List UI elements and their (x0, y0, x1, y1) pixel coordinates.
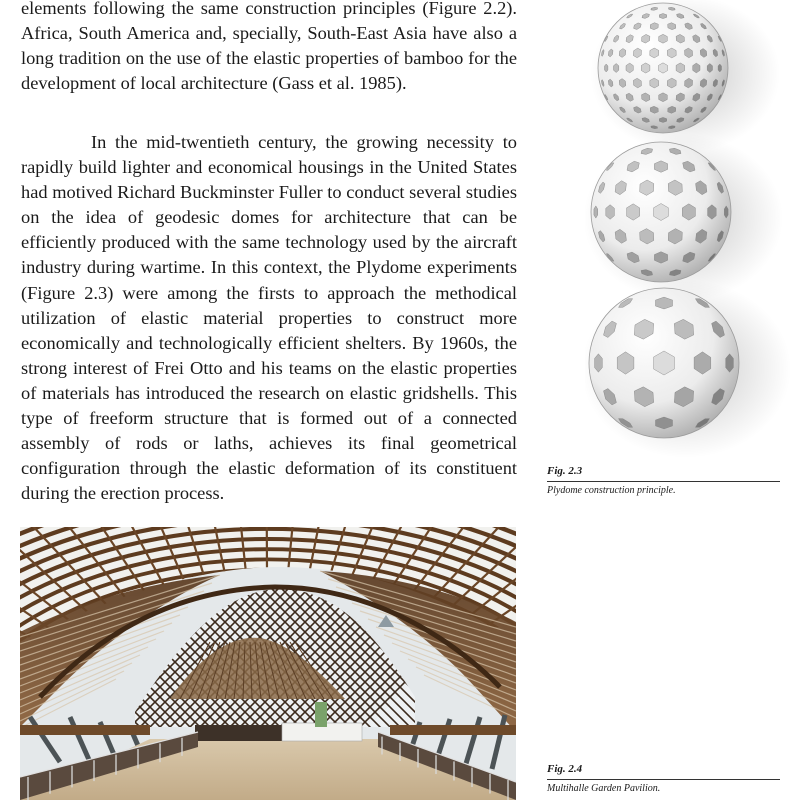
paragraph-1 (21, 0, 517, 96)
figure-2-3-number: Fig. 2.3 (547, 465, 583, 477)
figure-2-4-image (20, 527, 516, 800)
paragraph-1-text: elements following the same construction principles (Figure 2.2). Africa, South America and, specially, South-East Asia have also a long tradition on the use of the elastic properties of bamboo for the development of local architecture (Gass et al. 1985). (21, 0, 517, 94)
figure-2-3-caption (547, 465, 780, 497)
paragraph-2 (21, 130, 517, 506)
sphere-small-holes (590, 0, 780, 153)
figure-2-4-number: Fig. 2.4 (547, 763, 583, 775)
paragraph-2-text: In the mid-twentieth century, the growing necessity to rapidly build lighter and economical housings in the United States had motived Richard Buckminster Fuller to conduct several studies on the idea of geodesic domes for architecture that can be efficiently produced with the same technology used by the aircraft industry during wartime. In this context, the Plydome experiments (Figure 2.3) were among the firsts to approach the methodical utilization of elastic material properties to construct more economically and technologically efficient shelters. By 1960s, the strong interest of Frei Otto and his teams on the elastic properties of materials has introduced the research on elastic gridshells. This type of freeform structure that is formed out of a connected assembly of rods or laths, achieves its final geometrical configuration through the elastic deformation of its constituent during the erection process. (21, 132, 517, 504)
caption-divider (547, 779, 780, 780)
sphere-medium-holes (585, 134, 783, 302)
figure-2-4-caption-text: Multihalle Garden Pavilion. (547, 783, 661, 794)
figure-2-4-caption (547, 763, 780, 795)
plydome-spheres-illustration (585, 0, 795, 460)
green-sign (315, 702, 327, 727)
sphere-large-holes (585, 280, 791, 458)
caption-divider (547, 481, 780, 482)
multihalle-pavilion-photo (20, 527, 516, 800)
figure-2-3-caption-text: Plydome construction principle. (547, 485, 676, 496)
figure-2-3-image (585, 0, 795, 460)
